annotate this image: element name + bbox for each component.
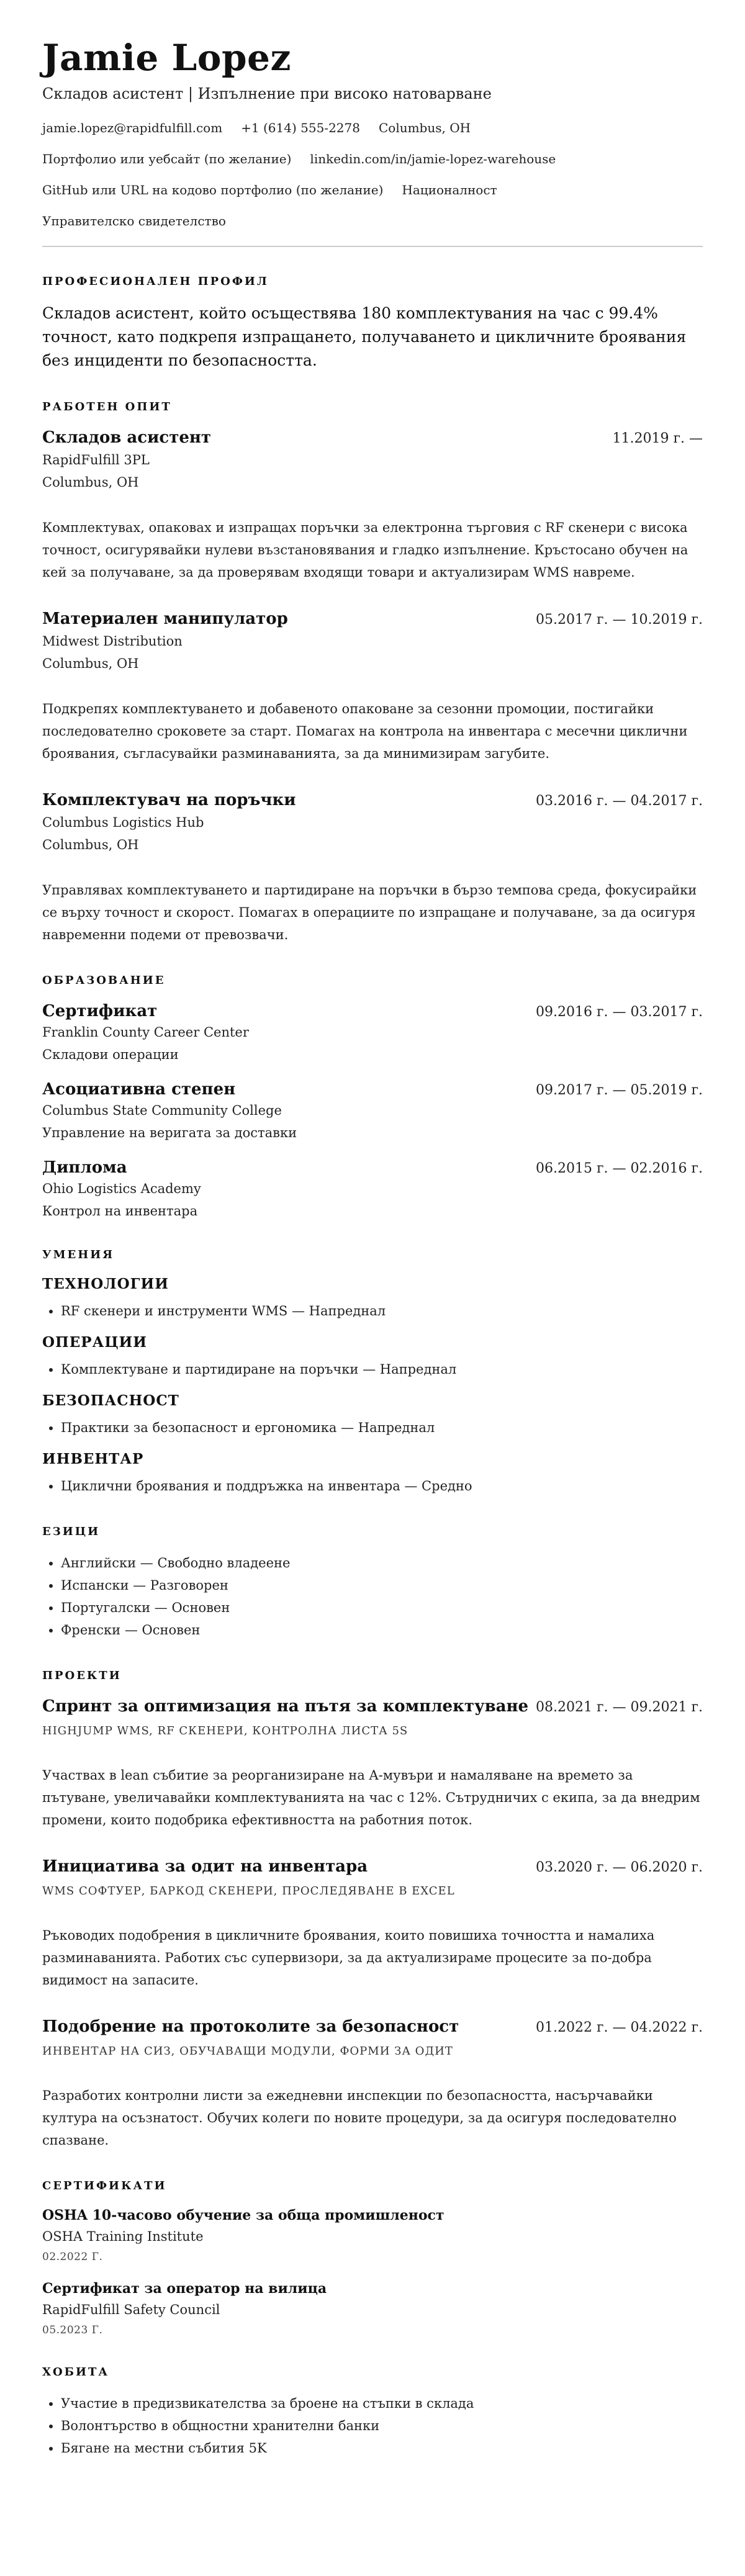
job-title: Материален манипулатор <box>42 610 288 628</box>
hobby-item: • Волонтърство в общностни хранителни банки <box>61 2415 703 2437</box>
experience-entry <box>42 427 703 583</box>
certificates-section <box>42 2179 703 2338</box>
language-item: • Испански — Разговорен <box>61 1574 703 1596</box>
job-location: Columbus, OH <box>42 837 139 852</box>
contact-row-4 <box>42 212 703 230</box>
contact-row-1 <box>42 119 703 137</box>
education-date: 06.2015 г. — 02.2016 г. <box>536 1161 703 1176</box>
email-link[interactable]: jamie.lopez@rapidfulfill.com <box>42 120 223 135</box>
skill-category-title: ТЕХНОЛОГИИ <box>42 1276 169 1292</box>
skill-category-title: ИНВЕНТАР <box>42 1451 144 1467</box>
skill-category-title: БЕЗОПАСНОСТ <box>42 1392 179 1409</box>
projects-section <box>42 1669 703 2151</box>
language-item: • Португалски — Основен <box>61 1596 703 1619</box>
project-name: Инициатива за одит на инвентара <box>42 1857 368 1876</box>
education-section <box>42 973 703 1220</box>
job-date: 05.2017 г. — 10.2019 г. <box>536 612 703 628</box>
project-entry <box>42 2016 703 2151</box>
profile-text: Складов асистент, който осъществява 180 комплектувания на час с 99.4% точност, като подкрепя изпращането, получаването и цикличните броявания без инциденти по безопасността. <box>42 304 687 369</box>
github-link[interactable]: GitHub или URL на кодово портфолио (по желание) <box>42 182 384 197</box>
job-company: RapidFulfill 3PL <box>42 453 150 467</box>
school-name: Franklin County Career Center <box>42 1025 249 1040</box>
project-tech: WMS СОФТУЕР, БАРКОД СКЕНЕРИ, ПРОСЛЕДЯВАНЕ В EXCEL <box>42 1885 455 1898</box>
skill-list <box>42 1475 703 1497</box>
skill-item: • Циклични броявания и поддръжка на инвентара — Средно <box>61 1475 703 1497</box>
projects-title: ПРОЕКТИ <box>42 1669 122 1682</box>
resume-header <box>42 36 703 230</box>
education-entry <box>42 1079 703 1142</box>
project-name: Подобрение на протоколите за безопасност <box>42 2017 459 2036</box>
project-tech: HIGHJUMP WMS, RF СКЕНЕРИ, КОНТРОЛНА ЛИСТА 5S <box>42 1724 409 1737</box>
certificate-issuer: RapidFulfill Safety Council <box>42 2302 220 2317</box>
job-location: Columbus, OH <box>42 656 139 671</box>
languages-title: ЕЗИЦИ <box>42 1525 101 1538</box>
profile-title: ПРОФЕСИОНАЛЕН ПРОФИЛ <box>42 275 269 288</box>
project-entry <box>42 1856 703 1991</box>
certificates-title: СЕРТИФИКАТИ <box>42 2179 167 2192</box>
experience-entry <box>42 608 703 765</box>
nationality-text: Националност <box>402 182 497 197</box>
school-name: Ohio Logistics Academy <box>42 1181 201 1196</box>
job-description: Подкрепях комплектуването и добавеното опаковане за сезонни промоции, постигайки последователно сроковете за старт. Помагах на контрола на инвентара с месечни циклични броявания, съгласувайки разминаванията, за да минимизирам загубите. <box>42 701 688 761</box>
education-entry <box>42 1157 703 1220</box>
language-item: • Френски — Основен <box>61 1619 703 1641</box>
phone-text: +1 (614) 555-2278 <box>241 120 360 135</box>
hobbies-title: ХОБИТА <box>42 2366 110 2379</box>
experience-entry <box>42 790 703 946</box>
job-description: Управлявах комплектуването и партидиране на поръчки в бързо темпова среда, фокусирайки се върху точност и скорост. Помагах в операциите по изпращане и получаване, за да осигуря навременни подеми от превозвачи. <box>42 883 697 942</box>
project-description: Ръководих подобрения в цикличните броявания, които повишиха точността и намалиха разминаванията. Работих със супервизори, за да актуализираме процесите за по-добра видимост на запасите. <box>42 1928 655 1988</box>
education-entry <box>42 1001 703 1064</box>
skill-list <box>42 1300 703 1322</box>
education-date: 09.2016 г. — 03.2017 г. <box>536 1004 703 1020</box>
education-title: ОБРАЗОВАНИЕ <box>42 974 166 987</box>
skills-section <box>42 1248 703 1497</box>
language-list <box>42 1552 703 1641</box>
skill-list <box>42 1358 703 1380</box>
candidate-name: Jamie Lopez <box>42 37 291 79</box>
project-date: 01.2022 г. — 04.2022 г. <box>536 2020 703 2035</box>
job-company: Midwest Distribution <box>42 634 183 649</box>
certificate-name: Сертификат за оператор на вилица <box>42 2281 327 2297</box>
degree-title: Диплома <box>42 1158 127 1177</box>
certificate-date: 02.2022 Г. <box>42 2251 103 2263</box>
job-date: 03.2016 г. — 04.2017 г. <box>536 793 703 809</box>
project-description: Разработих контролни листи за ежедневни инспекции по безопасността, насърчавайки култура на осъзнатост. Обучих колеги по новите процедури, за да осигуря последователно спазване. <box>42 2088 677 2148</box>
project-name: Спринт за оптимизация на пътя за комплектуване <box>42 1697 529 1716</box>
education-date: 09.2017 г. — 05.2019 г. <box>536 1083 703 1098</box>
job-location: Columbus, OH <box>42 475 139 490</box>
contact-row-2 <box>42 150 703 168</box>
skill-item: • Комплектуване и партидиране на поръчки — Напреднал <box>61 1358 703 1380</box>
hobby-item: • Участие в предизвикателства за броене на стъпки в склада <box>61 2392 703 2415</box>
hobbies-section <box>42 2365 703 2459</box>
license-text: Управителско свидетелство <box>42 214 226 228</box>
study-field: Контрол на инвентара <box>42 1204 198 1218</box>
project-description: Участвах в lean събитие за реорганизиране на A-мувъри и намаляване на времето за пътуване, увеличавайки комплектуванията на час с 12%. Сътрудничих с екипа, за да внедрим промени, които подобрика ефективността на работния поток. <box>42 1768 700 1827</box>
skill-item: • RF скенери и инструменти WMS — Напреднал <box>61 1300 703 1322</box>
certificate-date: 05.2023 Г. <box>42 2324 103 2336</box>
skills-title: УМЕНИЯ <box>42 1248 115 1261</box>
job-description: Комплектувах, опаковах и изпращах поръчки за електронна търговия с RF скенери с висока точност, осигурявайки нулеви възстановявания и гладко изпълнение. Кръстосано обучен на кей за получаване, за да проверявам входящи товари и актуализирам WMS навреме. <box>42 520 689 580</box>
hobby-list <box>42 2392 703 2459</box>
school-name: Columbus State Community College <box>42 1103 282 1118</box>
portfolio-link[interactable]: Портфолио или уебсайт (по желание) <box>42 151 292 166</box>
job-company: Columbus Logistics Hub <box>42 815 204 830</box>
languages-section <box>42 1524 703 1641</box>
candidate-tagline: Складов асистент | Изпълнение при високо натоварване <box>42 85 492 102</box>
header-divider <box>42 246 703 247</box>
contact-row-3 <box>42 181 703 199</box>
certificate-name: OSHA 10-часово обучение за обща промишленост <box>42 2207 445 2223</box>
skill-list <box>42 1416 703 1439</box>
experience-section <box>42 400 703 946</box>
linkedin-link[interactable]: linkedin.com/in/jamie-lopez-warehouse <box>310 151 556 166</box>
degree-title: Сертификат <box>42 1002 158 1020</box>
certificate-issuer: OSHA Training Institute <box>42 2229 204 2244</box>
job-date: 11.2019 г. — <box>612 431 703 446</box>
profile-section <box>42 274 703 372</box>
hobby-item: • Бягане на местни събития 5K <box>61 2437 703 2459</box>
project-tech: ИНВЕНТАР НА СИЗ, ОБУЧАВАЩИ МОДУЛИ, ФОРМИ ЗА ОДИТ <box>42 2045 453 2058</box>
location-text: Columbus, OH <box>378 120 471 135</box>
certificate-entry <box>42 2206 703 2264</box>
project-date: 03.2020 г. — 06.2020 г. <box>536 1860 703 1875</box>
job-title: Комплектувач на поръчки <box>42 791 296 809</box>
language-item: • Английски — Свободно владеене <box>61 1552 703 1574</box>
degree-title: Асоциативна степен <box>42 1080 236 1099</box>
study-field: Управление на веригата за доставки <box>42 1125 297 1140</box>
skill-item: • Практики за безопасност и ергономика — Напреднал <box>61 1416 703 1439</box>
certificate-entry <box>42 2279 703 2338</box>
skill-category-title: ОПЕРАЦИИ <box>42 1334 147 1351</box>
project-date: 08.2021 г. — 09.2021 г. <box>536 1700 703 1715</box>
job-title: Складов асистент <box>42 428 212 447</box>
experience-title: РАБОТЕН ОПИТ <box>42 400 172 413</box>
study-field: Складови операции <box>42 1047 179 1062</box>
project-entry <box>42 1696 703 1831</box>
